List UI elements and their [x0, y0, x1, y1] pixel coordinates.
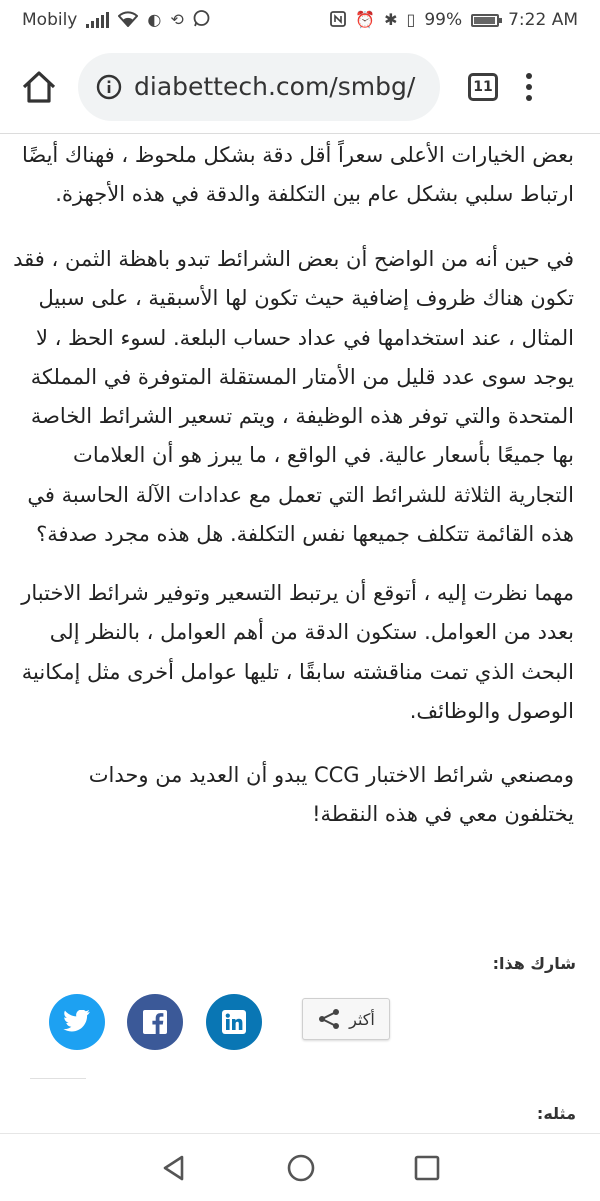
alarm-icon: ⏰: [355, 10, 376, 29]
wifi-icon: [118, 11, 138, 30]
paragraph-line: ومصنعي شرائط الاختبار CCG يبدو أن العديد من وحدات: [88, 763, 574, 787]
share-buttons: [0, 994, 600, 1054]
browser-toolbar: [0, 40, 600, 134]
recent-apps-icon[interactable]: [414, 1155, 440, 1181]
more-share-button[interactable]: [302, 998, 390, 1040]
navigation-bar: [0, 1133, 600, 1201]
paragraph-line: البحث الذي تمت مناقشته سابقًا ، تليها عوامل أخرى مثل إمكانية: [21, 659, 574, 684]
carrier-name: Mobily: [22, 10, 78, 30]
info-icon[interactable]: [96, 74, 122, 100]
twitter-icon: [63, 1010, 91, 1034]
linkedin-share-button[interactable]: [206, 994, 262, 1050]
paragraph-line: تكون هناك ظروف إضافية حيث تكون لها الأسبقية ، على سبيل: [38, 286, 574, 311]
like-heading: مثله:: [536, 1104, 576, 1123]
paragraph-line: هذه القائمة تتكلف جميعها نفس التكلفة. هل هذه مجرد صدفة؟: [36, 522, 574, 547]
sync-icon: ⟲: [170, 10, 184, 29]
twitter-share-button[interactable]: [49, 994, 105, 1050]
share-heading: شارك هذا:: [492, 954, 576, 973]
paragraph-line: المتحدة والتي توفر هذه الوظيفة ، ويتم تسعير الشرائط الخاصة: [30, 404, 574, 429]
paragraph-line: يوجد سوى عدد قليل من الأمتار المستقلة المتوفرة في المملكة: [30, 364, 574, 389]
back-icon[interactable]: [160, 1154, 188, 1182]
overflow-menu-button[interactable]: [524, 73, 534, 101]
paragraph-4: [24, 756, 574, 835]
facebook-icon: [142, 1009, 168, 1035]
tabs-button[interactable]: 11: [468, 73, 498, 101]
linkedin-icon: [221, 1009, 247, 1035]
nfc-icon: [330, 11, 346, 30]
url-text[interactable]: diabettech.com/smbg/: [134, 72, 416, 101]
whatsapp-icon: [193, 10, 210, 30]
paragraph-2: [13, 240, 574, 554]
paragraph-line: في حين أنه من الواضح أن بعض الشرائط تبدو باهظة الثمن ، فقد: [13, 247, 574, 271]
data-saver-icon: ◐: [147, 10, 162, 29]
home-button[interactable]: [14, 62, 64, 112]
home-icon: [21, 70, 57, 104]
paragraph-line: يختلفون معي في هذه النقطة!: [312, 802, 574, 827]
clock: 7:22 AM: [508, 10, 578, 30]
bluetooth-icon: ✱: [384, 10, 398, 29]
more-label: أكثر: [349, 1009, 375, 1029]
paragraph-line: الوصول والوظائف.: [409, 698, 574, 723]
facebook-share-button[interactable]: [127, 994, 183, 1050]
signal-icon: [86, 12, 109, 28]
paragraph-line: المثال ، عند استخدامها في عداد حساب البلعة. لسوء الحظ ، لا: [35, 325, 574, 350]
battery-icon: [471, 14, 499, 27]
paragraph-3: [21, 574, 574, 731]
status-right: [330, 10, 578, 30]
share-icon: [317, 1007, 341, 1031]
vibrate-icon: ▯: [406, 10, 416, 29]
paragraph-1: [21, 136, 574, 215]
paragraph-line: بعض الخيارات الأعلى سعراً أقل دقة بشكل ملحوظ ، فهناك أيضًا: [21, 143, 574, 167]
status-left: [22, 10, 210, 30]
divider: [30, 1078, 86, 1079]
paragraph-line: ارتباط سلبي بشكل عام بين التكلفة والدقة في هذه الأجهزة.: [55, 182, 574, 207]
home-nav-icon[interactable]: [286, 1153, 316, 1183]
paragraph-line: بعدد من العوامل. ستكون الدقة من أهم العوامل ، بالنظر إلى: [49, 620, 574, 645]
url-bar[interactable]: [78, 53, 440, 121]
paragraph-line: مهما نظرت إليه ، أتوقع أن يرتبط التسعير وتوفير شرائط الاختبار: [21, 581, 574, 605]
paragraph-line: بها جميعًا بأسعار عالية. في الواقع ، ما يبرز هو أن العلامات: [73, 443, 574, 468]
status-bar: [0, 0, 600, 40]
paragraph-line: التجارية الثلاثة للشرائط التي تعمل مع عدادات الآلة الحاسبة في: [27, 482, 574, 507]
battery-percent: 99%: [424, 10, 463, 30]
